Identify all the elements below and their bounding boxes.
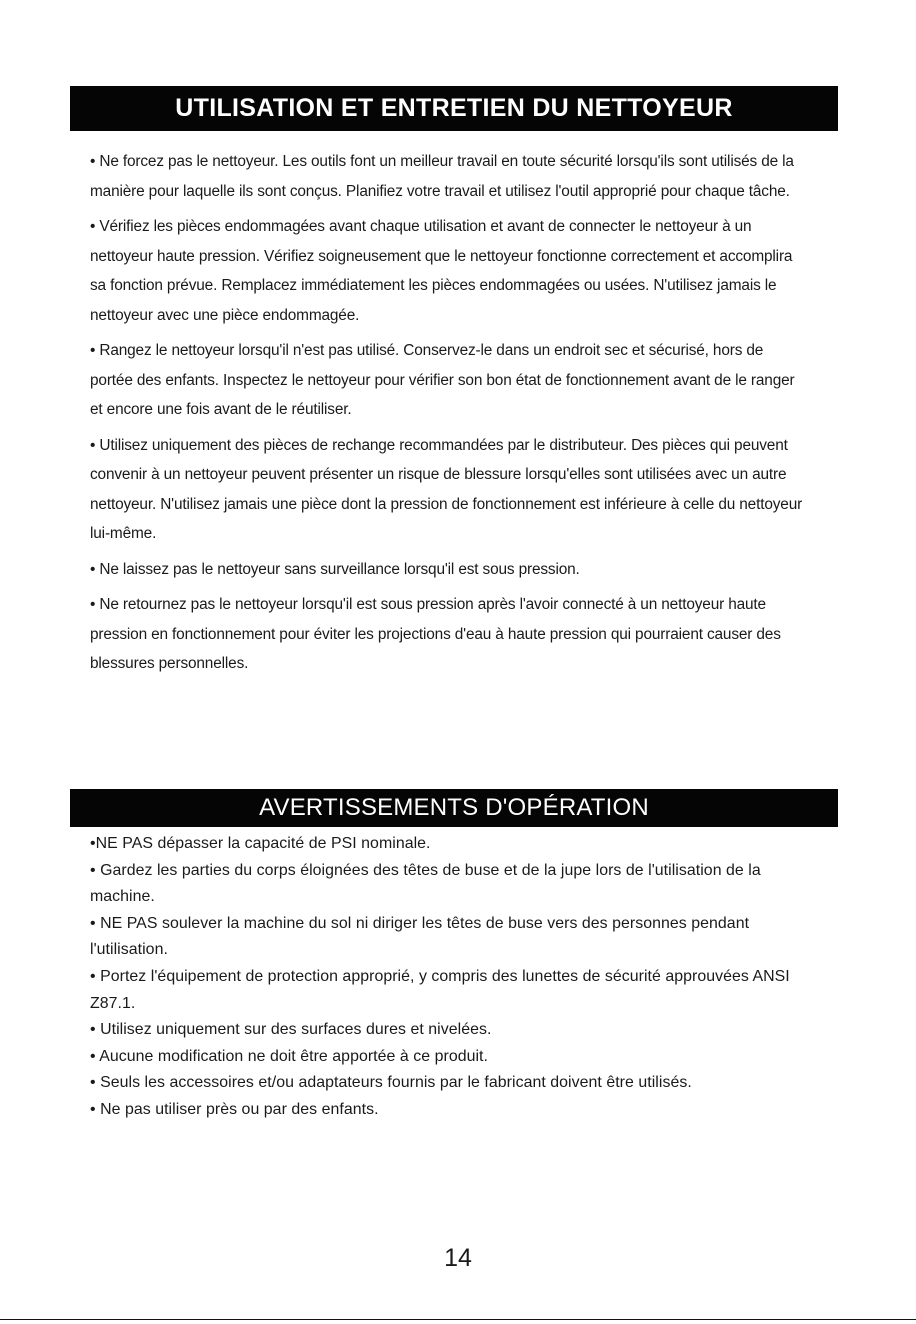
use-and-care-section	[90, 147, 806, 685]
warning-item: • Portez l'équipement de protection approprié, y compris des lunettes de sécurité approuvées ANSI Z87.1.	[90, 967, 790, 1012]
paragraph-check-damaged-parts: • Vérifiez les pièces endommagées avant chaque utilisation et avant de connecter le nettoyeur à un nettoyeur haute pression. Vérifiez soigneusement que le nettoyeur fonctionne correctement et accomplira sa fonction prévue. Remplacez immédiatement les pièces endommagées ou usées. N'utilisez jamais le nettoyeur avec une pièce endommagée.	[90, 218, 793, 324]
paragraph-replacement-parts: • Utilisez uniquement des pièces de rechange recommandées par le distributeur. Des pièces qui peuvent convenir à un nettoyeur peuvent présenter un risque de blessure lorsqu'elles sont utilisées avec un autre nettoyeur. N'utilisez jamais une pièce dont la pression de fonctionnement est inférieure à celle du nettoyeur lui-même.	[90, 436, 803, 542]
page-number: 14	[444, 1244, 472, 1272]
warning-item: • NE PAS soulever la machine du sol ni diriger les têtes de buse vers des personnes pendant l'utilisation.	[90, 914, 750, 959]
operation-warnings-section	[90, 831, 820, 1124]
section-heading-use-and-care: UTILISATION ET ENTRETIEN DU NETTOYEUR	[70, 86, 838, 131]
warning-item: •NE PAS dépasser la capacité de PSI nominale.	[90, 835, 431, 852]
section-heading-operation-warnings: AVERTISSEMENTS D'OPÉRATION	[70, 789, 838, 827]
warning-item: • Aucune modification ne doit être apportée à ce produit.	[90, 1047, 488, 1065]
warning-item: • Utilisez uniquement sur des surfaces dures et nivelées.	[90, 1021, 492, 1039]
paragraph-do-not-flip: • Ne retournez pas le nettoyeur lorsqu'il est sous pression après l'avoir connecté à un nettoyeur haute pression en fonctionnement pour éviter les projections d'eau à haute pression qui pourraient causer des blessures personnelles.	[90, 596, 781, 672]
warning-item: • Seuls les accessoires et/ou adaptateurs fournis par le fabricant doivent être utilisés.	[90, 1074, 692, 1092]
warning-item: • Gardez les parties du corps éloignées des têtes de buse et de la jupe lors de l'utilisation de la machine.	[90, 861, 761, 906]
footer-rule	[0, 1319, 916, 1320]
paragraph-storage: • Rangez le nettoyeur lorsqu'il n'est pas utilisé. Conservez-le dans un endroit sec et sécurisé, hors de portée des enfants. Inspectez le nettoyeur pour vérifier son bon état de fonctionnement avant de le ranger et encore une fois avant de le réutiliser.	[90, 342, 795, 418]
warning-item: • Ne pas utiliser près ou par des enfants.	[90, 1100, 379, 1118]
paragraph-unattended: • Ne laissez pas le nettoyeur sans surveillance lorsqu'il est sous pression.	[90, 560, 580, 578]
paragraph-do-not-force: • Ne forcez pas le nettoyeur. Les outils font un meilleur travail en toute sécurité lorsqu'ils sont utilisés de la manière pour laquelle ils sont conçus. Planifiez votre travail et utilisez l'outil approprié pour chaque tâche.	[90, 153, 794, 200]
